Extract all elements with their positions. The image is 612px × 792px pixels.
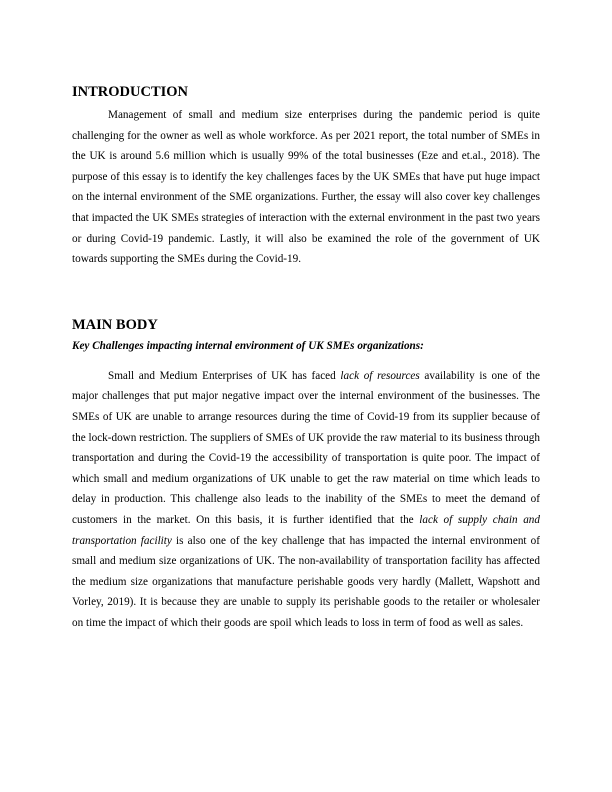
internal-challenges-subheading: Key Challenges impacting internal environment of UK SMEs organizations: xyxy=(72,339,424,352)
main-body-text-part3: is also one of the key challenge that has impacted the internal environment of small and medium size organizations of UK. The non-availability of transportation facility has affected the medium size organizations that manufacture perishable goods very hardly (Mallett, Wapshott and Vorley, 2019). It is because they are unable to supply its perishable goods to the retailer or wholesaler on time the impact of which their goods are spoil which leads to loss in term of food as well as sales. xyxy=(72,534,541,629)
main-body-text-part2: availability is one of the major challenges that put major negative impact over the internal environment of the businesses. The SMEs of UK are unable to arrange resources during the time of Covid-19 from its supplier because of the lock-down restriction. The suppliers of SMEs of UK provide the raw material to its business through transportation and during the Covid-19 the accessibility of transportation is quite poor. The impact of which small and medium organizations of UK unable to get the raw material on time which leads to delay in production. This challenge also leads to the inability of the SMEs to meet the demand of customers in the market. On this basis, it is further identified that the xyxy=(72,369,540,526)
supply-chain-emphasis: lack of supply chain and transportation facility xyxy=(72,513,540,547)
main-body-heading: MAIN BODY xyxy=(72,316,158,333)
lack-of-resources-emphasis: lack of resources xyxy=(340,369,420,382)
main-body-paragraph xyxy=(72,366,540,634)
introduction-heading: INTRODUCTION xyxy=(72,84,189,100)
document-content xyxy=(72,83,540,633)
introduction-paragraph: Management of small and medium size enterprises during the pandemic period is quite challenging for the owner as well as whole workforce. As per 2021 report, the total number of SMEs in the UK is around 5.6 million which is usually 99% of the total businesses (Eze and et.al., 2018). The purpose of this essay is to identify the key challenges faces by the UK SMEs that have put huge impact on the internal environment of the SME organizations. Further, the essay will also cover key challenges that impacted the UK SMEs strategies of interaction with the external environment in the past two years or during Covid-19 pandemic. Lastly, it will also be examined the role of the government of UK towards supporting the SMEs during the Covid-19. xyxy=(72,109,540,266)
main-body-text-part1: Small and Medium Enterprises of UK has faced xyxy=(108,369,341,382)
